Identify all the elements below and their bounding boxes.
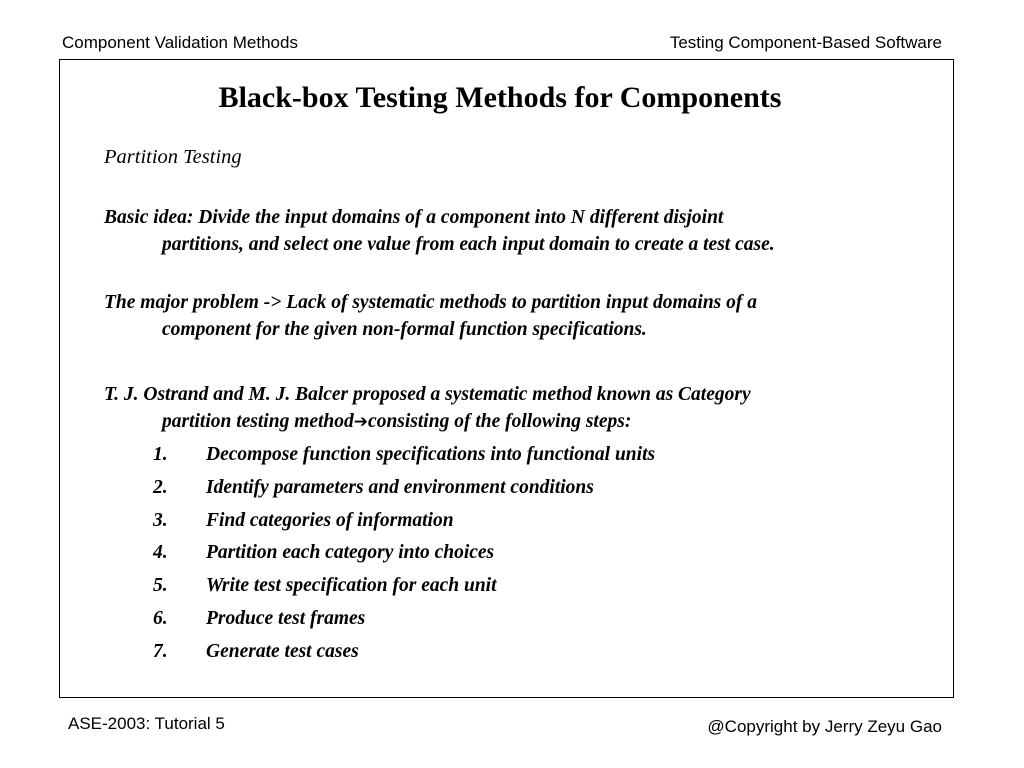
right-arrow-icon: ➔ <box>353 412 369 432</box>
step-text: Find categories of information <box>206 509 454 531</box>
footer-copyright: @Copyright by Jerry Zeyu Gao <box>707 717 942 736</box>
paragraph-basic-idea <box>104 204 775 258</box>
footer-left-text: ASE-2003: Tutorial 5 <box>68 714 225 733</box>
slide-title: Black-box Testing Methods for Components <box>218 81 782 114</box>
paragraph-major-problem <box>104 289 757 343</box>
paragraph-line: Basic idea: Divide the input domains of a component into N different disjoint <box>104 207 724 228</box>
step-number: 2. <box>153 476 168 498</box>
step-number: 3. <box>153 509 168 531</box>
step-text: Partition each category into choices <box>206 542 495 564</box>
step-number: 7. <box>153 640 168 662</box>
step-text: Decompose function specifications into functional units <box>206 444 656 465</box>
paragraph-line: T. J. Ostrand and M. J. Balcer proposed a systematic method known as Category <box>104 384 751 405</box>
step-text: Produce test frames <box>206 607 366 629</box>
paragraph-line-start: partition testing method <box>162 411 354 432</box>
paragraph-category-partition <box>104 381 751 436</box>
section-subheading: Partition Testing <box>104 146 242 168</box>
paragraph-line: component for the given non-formal function specifications. <box>162 319 647 340</box>
step-number: 4. <box>153 542 168 564</box>
paragraph-line <box>104 408 751 436</box>
header-right-title: Testing Component-Based Software <box>669 33 942 52</box>
step-text: Identify parameters and environment conditions <box>206 476 594 498</box>
paragraph-line: partitions, and select one value from each input domain to create a test case. <box>162 234 775 255</box>
step-number: 1. <box>153 444 168 465</box>
step-number: 6. <box>153 607 168 629</box>
step-number: 5. <box>153 575 168 597</box>
step-text: Generate test cases <box>206 640 359 662</box>
paragraph-line-end: consisting of the following steps: <box>368 411 632 432</box>
step-text: Write test specification for each unit <box>206 575 497 597</box>
paragraph-line: The major problem -> Lack of systematic methods to partition input domains of a <box>104 292 758 313</box>
header-left-title: Component Validation Methods <box>62 33 298 52</box>
